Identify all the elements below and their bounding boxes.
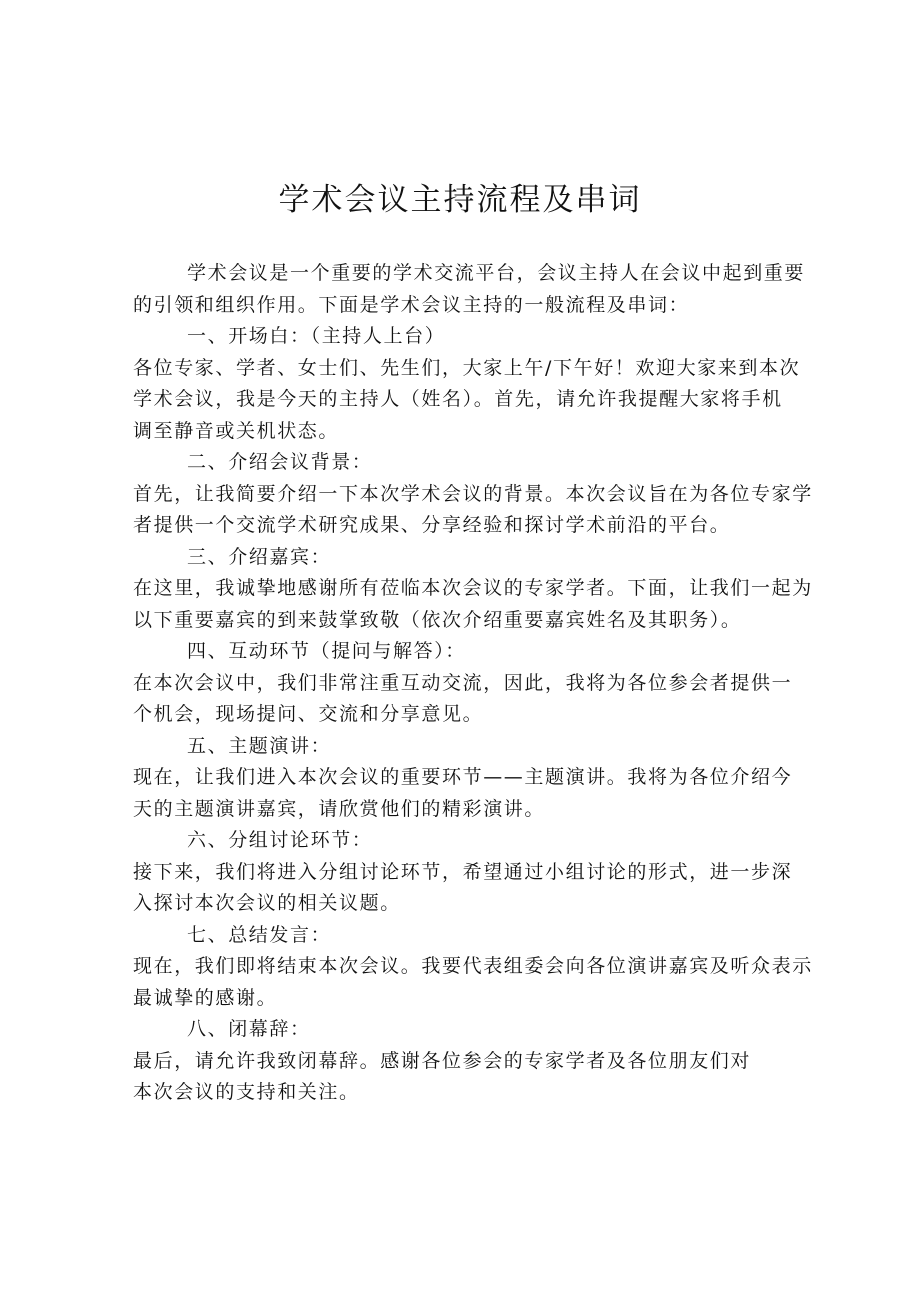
section-text-line: 本次会议的支持和关注。: [133, 1081, 360, 1103]
section-text-line: 各位专家、学者、女士们、先生们，大家上午/下午好！欢迎大家来到本次: [133, 356, 801, 379]
section-text-line: 现在，让我们进入本次会议的重要环节——主题演讲。我将为各位介绍今: [133, 766, 793, 788]
section-heading-interaction: 四、互动环节（提问与解答）：: [187, 640, 466, 662]
document-title: 学术会议主持流程及串词: [278, 182, 642, 218]
document-body: [133, 258, 813, 1109]
section-text-line: 最后，请允许我致闭幕辞。感谢各位参会的专家学者及各位朋友们对: [133, 1049, 752, 1072]
section-text-line: 个机会，现场提问、交流和分享意见。: [133, 703, 484, 725]
section-text-line: 天的主题演讲嘉宾，请欣赏他们的精彩演讲。: [133, 797, 546, 820]
section-heading-opening: 一、开场白：（主持人上台）: [187, 325, 446, 347]
section-text-line: 以下重要嘉宾的到来鼓掌致敬（依次介绍重要嘉宾姓名及其职务）。: [133, 608, 742, 631]
section-heading-guests: 三、介绍嘉宾：: [187, 545, 332, 568]
section-heading-keynote: 五、主题演讲：: [187, 734, 332, 757]
section-heading-group-discussion: 六、分组讨论环节：: [187, 829, 373, 851]
section-text-line: 调至静音或关机状态。: [133, 419, 340, 442]
section-text-line: 首先，让我简要介绍一下本次学术会议的背景。本次会议旨在为各位专家学: [133, 482, 813, 505]
intro-line: 的引领和组织作用。下面是学术会议主持的一般流程及串词：: [133, 293, 690, 316]
section-text-line: 在本次会议中，我们非常注重互动交流，因此，我将为各位参会者提供一: [133, 671, 793, 694]
section-text-line: 最诚挚的感谢。: [133, 986, 278, 1009]
section-text-line: 者提供一个交流学术研究成果、分享经验和探讨学术前沿的平台。: [133, 514, 731, 536]
intro-line: 学术会议是一个重要的学术交流平台，会议主持人在会议中起到重要: [187, 262, 806, 284]
section-heading-background: 二、介绍会议背景：: [187, 451, 373, 473]
section-heading-summary: 七、总结发言：: [187, 923, 332, 946]
section-text-line: 入探讨本次会议的相关议题。: [133, 892, 401, 914]
section-text-line: 现在，我们即将结束本次会议。我要代表组委会向各位演讲嘉宾及听众表示: [133, 955, 813, 977]
section-text-line: 在这里，我诚挚地感谢所有莅临本次会议的专家学者。下面，让我们一起为: [133, 577, 813, 599]
section-heading-closing: 八、闭幕辞：: [187, 1018, 311, 1040]
section-text-line: 学术会议，我是今天的主持人（姓名）。首先，请允许我提醒大家将手机: [133, 388, 783, 410]
section-text-line: 接下来，我们将进入分组讨论环节，希望通过小组讨论的形式，进一步深: [133, 860, 793, 883]
